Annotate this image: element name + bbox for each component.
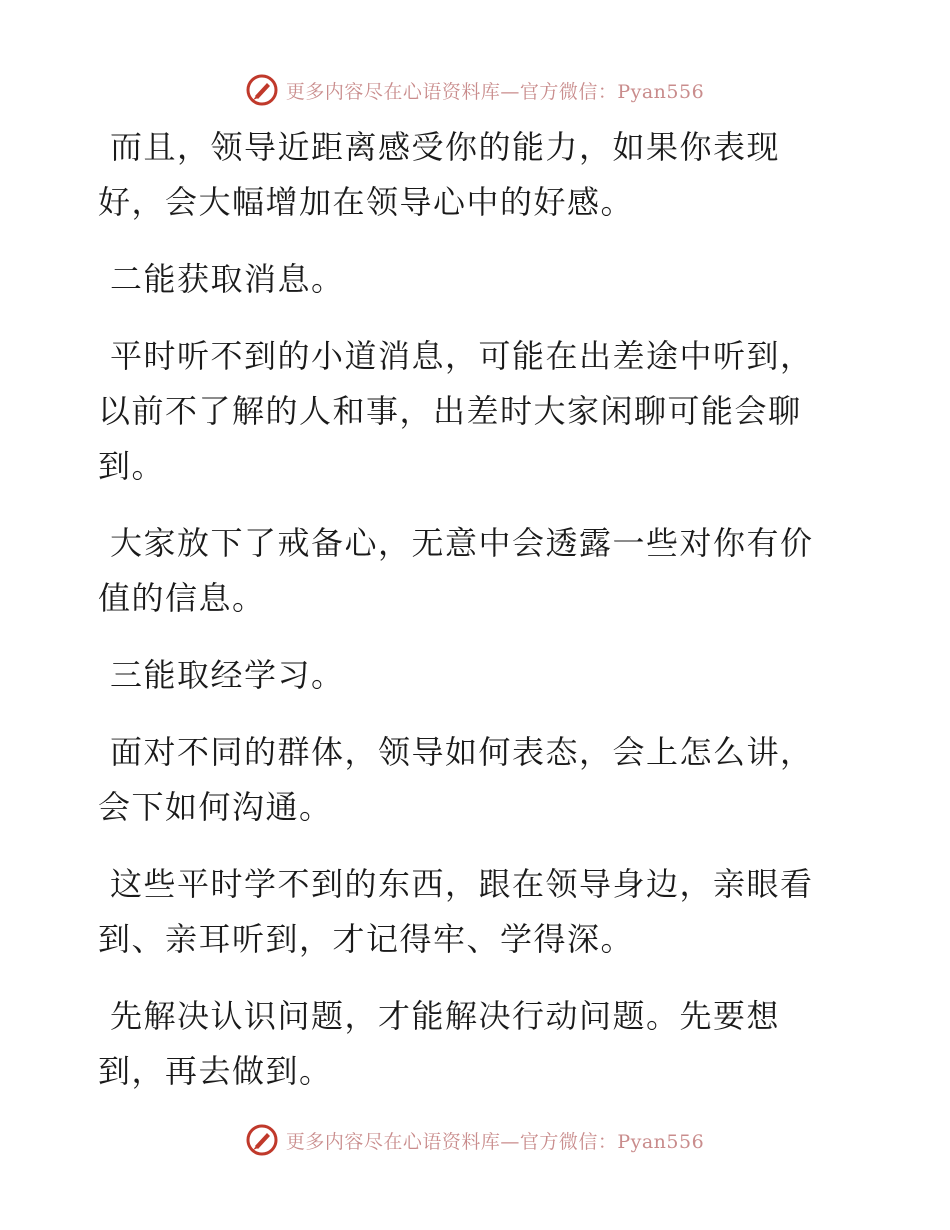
- paragraph: 而且，领导近距离感受你的能力，如果你表现好，会大幅增加在领导心中的好感。: [98, 128, 781, 221]
- logo-icon: [246, 74, 278, 106]
- footer-watermark-text: 更多内容尽在心语资料库—官方微信：Pyan556: [285, 1130, 705, 1153]
- paragraph: 先解决认识问题，才能解决行动问题。先要想到，再去做到。: [98, 997, 781, 1090]
- footer-watermark: [0, 1120, 950, 1160]
- header-watermark-text: 更多内容尽在心语资料库—官方微信：Pyan556: [285, 80, 705, 103]
- paragraph: 这些平时学不到的东西，跟在领导身边，亲眼看到、亲耳听到，才记得牢、学得深。: [98, 865, 814, 958]
- header-watermark: [0, 70, 950, 110]
- paragraph: 大家放下了戒备心，无意中会透露一些对你有价值的信息。: [98, 524, 814, 617]
- paragraph: 二能获取消息。: [110, 260, 345, 298]
- logo-icon: [246, 1124, 278, 1156]
- document-body: [98, 120, 838, 1121]
- paragraph: 三能取经学习。: [110, 656, 345, 694]
- paragraph: 面对不同的群体，领导如何表态，会上怎么讲，会下如何沟通。: [98, 733, 814, 826]
- paragraph: 平时听不到的小道消息，可能在出差途中听到，以前不了解的人和事，出差时大家闲聊可能会聊到。: [98, 337, 814, 485]
